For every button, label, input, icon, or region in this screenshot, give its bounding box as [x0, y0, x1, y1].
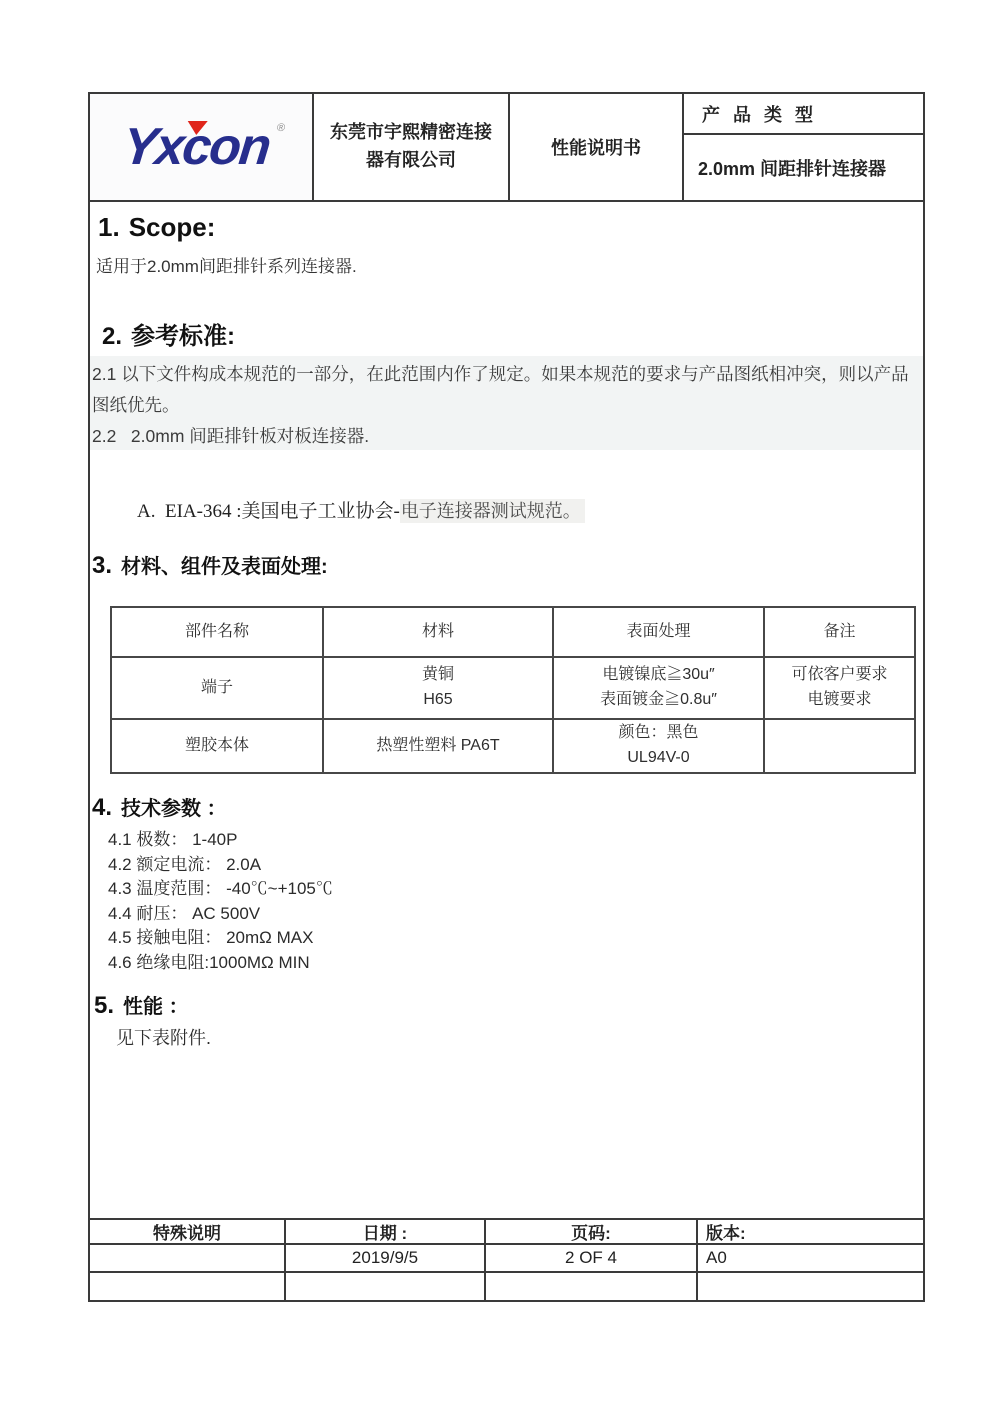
- section2-title: [102, 316, 235, 351]
- scope-text: 适用于2.0mm间距排针系列连接器.: [96, 257, 357, 276]
- param-poles: 4.1 极数： 1-40P: [108, 830, 238, 849]
- reference-standard-a: [118, 474, 585, 545]
- cell-material: 热塑性塑料 PA6T: [323, 719, 553, 773]
- column-header-surface-treatment: 表面处理: [553, 607, 764, 657]
- footer-header-special-note: 特殊说明: [90, 1220, 286, 1245]
- section1-heading: Scope:: [128, 212, 216, 242]
- cell-part-name: 端子: [111, 657, 323, 719]
- clause-2-1-line1: 2.1 以下文件构成本规范的一部分，在此范围内作了规定。如果本规范的要求与产品图纸相冲突，则以产品: [92, 364, 909, 384]
- cell-surface-treatment: [553, 657, 764, 719]
- clause-2-2: 2.2 2.0mm 间距排针板对板连接器.: [92, 426, 370, 446]
- product-type-value: 2.0mm 间距排针连接器: [698, 158, 887, 179]
- section4-title: [92, 792, 227, 822]
- column-header-remark: 备注: [764, 607, 915, 657]
- footer-special-note-value: [90, 1245, 286, 1273]
- param-withstand-voltage: 4.4 耐压： AC 500V: [108, 903, 261, 923]
- document-type-cell: [510, 94, 684, 200]
- section3-title: [92, 550, 328, 580]
- spec-sheet-page: [88, 92, 925, 1302]
- section4-number: 4.: [92, 794, 113, 821]
- footer-table: [90, 1218, 923, 1300]
- surface-line2: UL94V-0: [627, 749, 690, 766]
- section5-number: 5.: [94, 992, 115, 1019]
- section5-title: [94, 990, 189, 1020]
- logo-cell: [90, 94, 314, 200]
- tech-parameter-list: [108, 828, 333, 975]
- cell-surface-treatment: [553, 719, 764, 773]
- table-row: [111, 719, 915, 773]
- footer-page-value: 2 OF 4: [486, 1245, 698, 1273]
- reference-standard-paragraph: [90, 356, 923, 450]
- material-line2: H65: [423, 691, 453, 708]
- material-table: [110, 606, 916, 774]
- cell-remark: [764, 719, 915, 773]
- clause-2-1-line2: 图纸优先。: [92, 395, 180, 415]
- surface-line1: 电镀镍底≧30u″: [602, 666, 715, 684]
- logo-triangle-icon: [186, 121, 207, 135]
- footer-empty-cell: [90, 1273, 286, 1300]
- column-header-material: 材料: [323, 607, 553, 657]
- product-type-cell: [684, 94, 923, 200]
- section2-heading: 参考标准:: [131, 323, 236, 350]
- cell-material: [323, 657, 553, 719]
- eia-364-reference: A. EIA-364 :美国电子工业协会-: [137, 501, 400, 522]
- section1-title: [98, 212, 215, 243]
- table-row: [111, 657, 915, 719]
- footer-date-value: 2019/9/5: [286, 1245, 486, 1273]
- product-type-label: 产 品 类 型: [684, 94, 923, 135]
- footer-version-value: A0: [698, 1245, 923, 1273]
- registered-trademark-icon: ®: [276, 122, 286, 134]
- section1-number: 1.: [98, 212, 120, 242]
- company-name: [314, 94, 510, 200]
- remark-line1: 可依客户要求: [791, 666, 888, 684]
- footer-empty-cell: [486, 1273, 698, 1300]
- performance-note: 见下表附件.: [116, 1028, 212, 1048]
- remark-line2: 电镀要求: [807, 691, 872, 708]
- section4-heading: 技术参数 ：: [121, 798, 227, 820]
- eia-364-reference-highlight: 电子连接器测试规范。: [400, 499, 585, 523]
- company-name-line1: 东莞市宇熙精密连接: [330, 122, 492, 143]
- param-rated-current: 4.2 额定电流： 2.0A: [108, 854, 262, 874]
- company-name-line2: 器有限公司: [366, 150, 456, 170]
- column-header-part-name: 部件名称: [111, 607, 323, 657]
- section2-number: 2.: [102, 323, 123, 350]
- section3-heading: 材料、组件及表面处理:: [121, 556, 328, 578]
- cell-remark: [764, 657, 915, 719]
- document-type-label: 性能说明书: [551, 138, 641, 158]
- section5-heading: 性能 ：: [123, 996, 189, 1018]
- param-contact-resistance: 4.5 接触电阻： 20mΩ MAX: [108, 928, 314, 947]
- footer-empty-cell: [286, 1273, 486, 1300]
- param-temperature-range: 4.3 温度范围： -40℃~+105℃: [108, 879, 333, 898]
- cell-part-name: 塑胶本体: [111, 719, 323, 773]
- header-table: [90, 94, 923, 202]
- surface-line2: 表面镀金≧0.8u″: [600, 691, 717, 708]
- material-table-header-row: [111, 607, 915, 657]
- footer-header-page: 页码:: [486, 1220, 698, 1245]
- footer-header-date: 日期 :: [286, 1220, 486, 1245]
- company-logo: [119, 118, 286, 176]
- param-insulation-resistance: 4.6 绝缘电阻:1000MΩ MIN: [108, 952, 310, 972]
- logo-text: Yxcon: [119, 118, 273, 176]
- material-line1: 黄铜: [421, 666, 454, 684]
- footer-empty-cell: [698, 1273, 923, 1300]
- section3-number: 3.: [92, 552, 113, 579]
- surface-line1: 颜色：黑色: [618, 724, 699, 742]
- footer-header-version: 版本:: [698, 1220, 923, 1245]
